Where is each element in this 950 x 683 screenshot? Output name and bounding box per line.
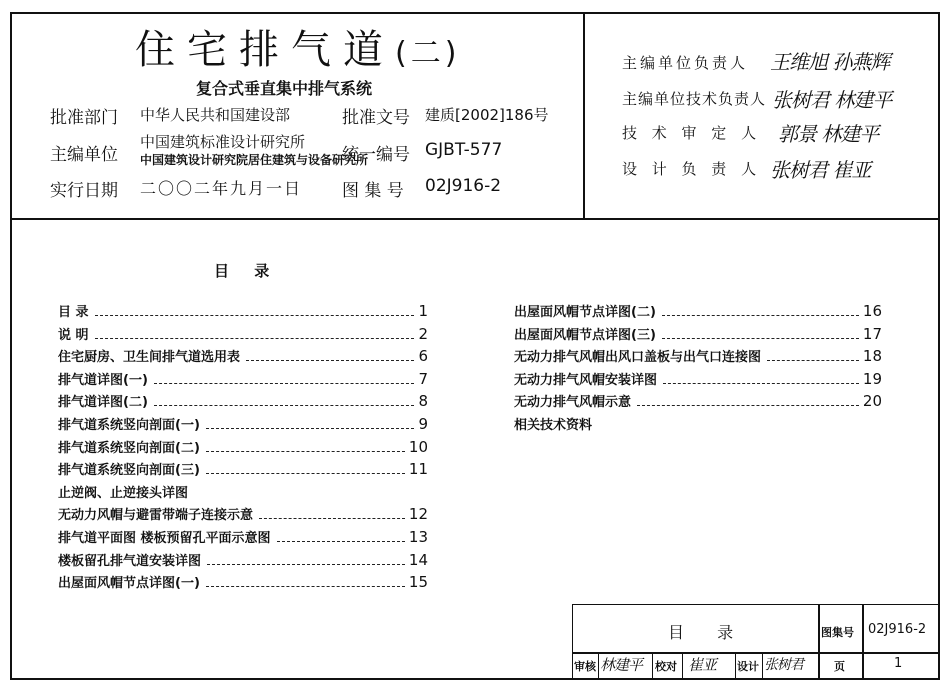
toc-item[interactable] <box>58 369 428 392</box>
toc-item-page: 1 <box>418 302 428 320</box>
toc-item-page: 15 <box>408 573 428 592</box>
toc-item[interactable] <box>514 346 882 369</box>
title-block-vline <box>735 652 736 680</box>
check-signature: 崔亚 <box>688 656 717 674</box>
toc-item[interactable] <box>514 324 882 347</box>
page-label: 页 <box>834 660 845 673</box>
toc-left-column <box>58 301 428 595</box>
toc-item-page: 11 <box>408 460 428 479</box>
approval-dept: 中华人民共和国建设部 <box>140 106 291 124</box>
toc-item-title: 说 明 <box>58 327 89 343</box>
toc-item-page: 2 <box>418 324 428 343</box>
atlas-title <box>135 18 460 75</box>
signature-design-head: 张树君 崔亚 <box>770 158 871 182</box>
review-label: 审核 <box>574 660 596 673</box>
title-block-vline <box>598 652 599 680</box>
toc-item-title: 出屋面风帽节点详图(三) <box>514 327 656 343</box>
toc-item-title: 无动力风帽与避雷带端子连接示意 <box>58 508 254 524</box>
toc-right-column <box>514 301 882 437</box>
toc-item-title: 楼板留孔排气道安装详图 <box>58 553 202 569</box>
toc-item[interactable] <box>514 301 882 324</box>
title-block-vline <box>652 652 653 680</box>
check-label: 校对 <box>655 660 677 673</box>
toc-item[interactable] <box>58 459 428 482</box>
toc-item-page: 7 <box>418 369 428 388</box>
toc-leader <box>154 405 415 406</box>
header-divider <box>583 12 585 220</box>
toc-item-page: 6 <box>418 347 428 366</box>
toc-item-title: 目 录 <box>58 305 89 320</box>
title-block-vline <box>682 652 683 680</box>
toc-item[interactable] <box>58 414 428 437</box>
title-block-vline <box>862 604 864 680</box>
resp-row-tech-review <box>622 122 761 143</box>
toc-item-page: 12 <box>408 505 428 524</box>
signature-tech-head: 张树君 林建平 <box>772 88 892 112</box>
toc-leader <box>662 315 859 316</box>
toc-leader <box>246 360 414 361</box>
toc-item[interactable] <box>58 482 428 505</box>
resp-role: 设 计 负 责 人 <box>622 160 762 178</box>
toc-item-page: 10 <box>408 437 428 456</box>
resp-role: 主编单位负责人 <box>622 54 749 72</box>
approval-doc: 建质[2002]186号 <box>425 106 549 124</box>
toc-item-page: 8 <box>418 392 428 411</box>
toc-item-title: 排气道详图(一) <box>58 372 148 388</box>
toc-item-title: 排气道平面图 楼板预留孔平面示意图 <box>58 530 271 546</box>
toc-item-page: 16 <box>862 302 882 320</box>
toc-leader <box>207 564 405 565</box>
toc-heading: 目 录 <box>214 262 280 280</box>
toc-item[interactable] <box>58 301 428 324</box>
toc-item-title: 无动力排气风帽示意 <box>514 395 632 411</box>
toc-leader <box>662 338 859 339</box>
toc-leader <box>663 383 859 384</box>
unified-no: GJBT-577 <box>425 140 503 160</box>
resp-role: 主编单位技术负责人 <box>622 90 767 108</box>
toc-leader <box>154 383 415 384</box>
toc-leader <box>95 315 415 316</box>
atlas-no-label-block: 图集号 <box>821 626 854 639</box>
atlas-no: 02J916-2 <box>425 176 502 196</box>
toc-leader <box>206 473 405 474</box>
title-block-vline <box>762 652 763 680</box>
resp-row-design-head <box>622 158 761 179</box>
toc-item-page: 20 <box>862 392 882 411</box>
editor-unit-line1: 中国建筑标准设计研究所 <box>140 133 306 151</box>
toc-item[interactable] <box>514 391 882 414</box>
toc-item[interactable] <box>58 346 428 369</box>
resp-row-editor-head <box>622 52 748 73</box>
toc-item-title: 相关技术资料 <box>514 417 593 433</box>
toc-item-title: 排气道详图(二) <box>58 395 148 411</box>
resp-row-tech-head <box>622 88 766 109</box>
toc-item[interactable] <box>58 572 428 595</box>
toc-item-page: 19 <box>862 369 882 388</box>
toc-item-title: 止逆阀、止逆接头详图 <box>58 485 189 501</box>
title-block-vline <box>818 604 820 680</box>
atlas-no-label: 图 集 号 <box>342 181 404 201</box>
atlas-title-main: 住宅排气道 <box>135 27 395 73</box>
toc-leader <box>95 338 415 339</box>
toc-item-page: 17 <box>862 324 882 343</box>
signature-tech-review: 郭景 林建平 <box>778 122 879 146</box>
toc-item-title: 排气道系统竖向剖面(三) <box>58 463 200 479</box>
toc-item-page: 18 <box>862 347 882 366</box>
review-signature: 林建平 <box>600 656 643 674</box>
atlas-no-block: 02J916-2 <box>868 622 927 637</box>
effective-date: 二〇〇二年九月一日 <box>140 179 303 198</box>
toc-item[interactable] <box>58 550 428 573</box>
toc-leader <box>206 451 405 452</box>
toc-item-page: 13 <box>408 527 428 546</box>
effective-date-label: 实行日期 <box>50 181 118 201</box>
editor-unit-line2: 中国建筑设计研究院居住建筑与设备研究所 <box>140 153 369 167</box>
page-number: 1 <box>894 656 903 671</box>
design-signature: 张树君 <box>764 657 803 673</box>
toc-item-page: 9 <box>418 414 428 433</box>
toc-item-title: 出屋面风帽节点详图(一) <box>58 576 200 592</box>
toc-item-title: 排气道系统竖向剖面(二) <box>58 440 200 456</box>
resp-role: 技 术 审 定 人 <box>622 124 762 142</box>
toc-leader <box>767 360 859 361</box>
toc-leader <box>206 428 415 429</box>
toc-item[interactable] <box>58 324 428 347</box>
toc-leader <box>277 541 405 542</box>
toc-item-page: 14 <box>408 550 428 569</box>
signature-editor-head: 王维旭 孙燕辉 <box>770 50 890 74</box>
toc-item-title: 住宅厨房、卫生间排气道选用表 <box>58 350 241 366</box>
toc-item[interactable] <box>514 414 882 437</box>
atlas-title-suffix: (二) <box>395 36 461 71</box>
toc-item[interactable] <box>58 391 428 414</box>
toc-item-title: 排气道系统竖向剖面(一) <box>58 417 200 433</box>
toc-leader <box>206 586 405 587</box>
toc-item[interactable] <box>58 504 428 527</box>
toc-item[interactable] <box>514 369 882 392</box>
sheet-name: 目 录 <box>668 623 748 642</box>
toc-item[interactable] <box>58 437 428 460</box>
atlas-subtitle: 复合式垂直集中排气系统 <box>196 79 373 98</box>
unified-no-label: 统一编号 <box>342 145 410 165</box>
toc-item-title: 无动力排气风帽出风口盖板与出气口连接图 <box>514 350 762 366</box>
approval-dept-label: 批准部门 <box>50 108 118 128</box>
approval-doc-label: 批准文号 <box>342 108 410 128</box>
toc-item-title: 出屋面风帽节点详图(二) <box>514 305 656 320</box>
design-label: 设计 <box>737 660 759 673</box>
toc-leader <box>637 405 859 406</box>
toc-item-title: 无动力排气风帽安装详图 <box>514 372 658 388</box>
editor-unit-label: 主编单位 <box>50 145 118 165</box>
toc-leader <box>259 518 405 519</box>
toc-item[interactable] <box>58 527 428 550</box>
